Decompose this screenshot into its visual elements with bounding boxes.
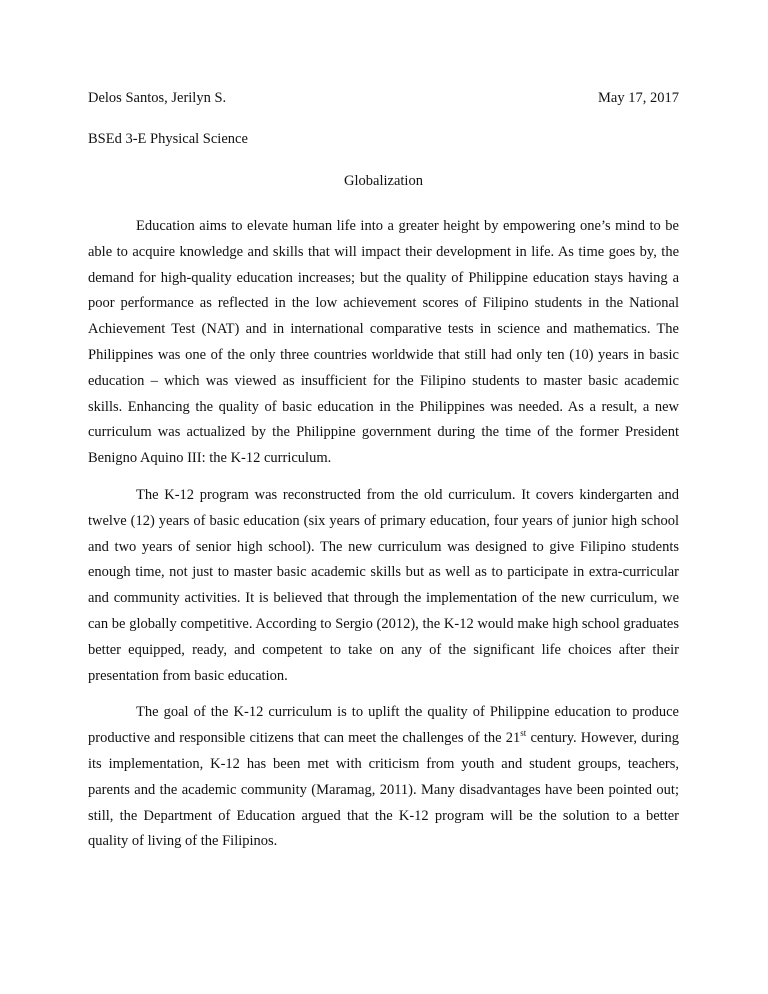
paragraph-1: Education aims to elevate human life into a greater height by empowering one’s mind to be able to acquire knowledge and skills that will impact their development in life. As time goes by, the demand for high-quality education increases; but the quality of Philippine education stays having a poor performance as reflected in the low achievement scores of Filipino students in the National Achievement Test (NAT) and in international comparative tests in science and mathematics. The Philippines was one of the only three countries worldwide that still had only ten (10) years in basic education – which was viewed as insufficient for the Filipino students to master basic academic skills. Enhancing the quality of basic education in the Philippines was needed. As a result, a new curriculum was actualized by the Philippine government during the time of the former President Benigno Aquino III: the K-12 curriculum.	[88, 218, 679, 467]
author-name: Delos Santos, Jerilyn S.	[88, 90, 227, 106]
header-line	[88, 88, 679, 108]
document-title: Globalization	[344, 173, 423, 189]
document-date: May 17, 2017	[598, 90, 679, 106]
body-text	[88, 214, 679, 855]
document-page	[88, 88, 679, 866]
course-line: BSEd 3-E Physical Science	[88, 131, 248, 147]
paragraph-3	[88, 700, 679, 855]
paragraph-3-part-2: century. However, during its implementation, K-12 has been met with criticism from youth and student groups, teachers, parents and the academic community (Maramag, 2011). Many disadvantages have been pointed out; still, the Department of Education argued that the K-12 program will be the solution to a better quality of living of the Filipinos.	[88, 730, 680, 850]
paragraph-3-part-1: The goal of the K-12 curriculum is to uplift the quality of Philippine education to produce productive and responsible citizens that can meet the challenges of the 21	[88, 704, 679, 747]
paragraph-2: The K-12 program was reconstructed from the old curriculum. It covers kindergarten and twelve (12) years of basic education (six years of primary education, four years of junior high school and two years of senior high school). The new curriculum was designed to give Filipino students enough time, not just to master basic academic skills but as well as to participate in extra-curricular and community activities. It is believed that through the implementation of the new curriculum, we can be globally competitive. According to Sergio (2012), the K-12 would make high school graduates better equipped, ready, and competent to take on any of the significant life choices after their presentation from basic education.	[88, 486, 679, 684]
ordinal-superscript: st	[520, 728, 527, 739]
